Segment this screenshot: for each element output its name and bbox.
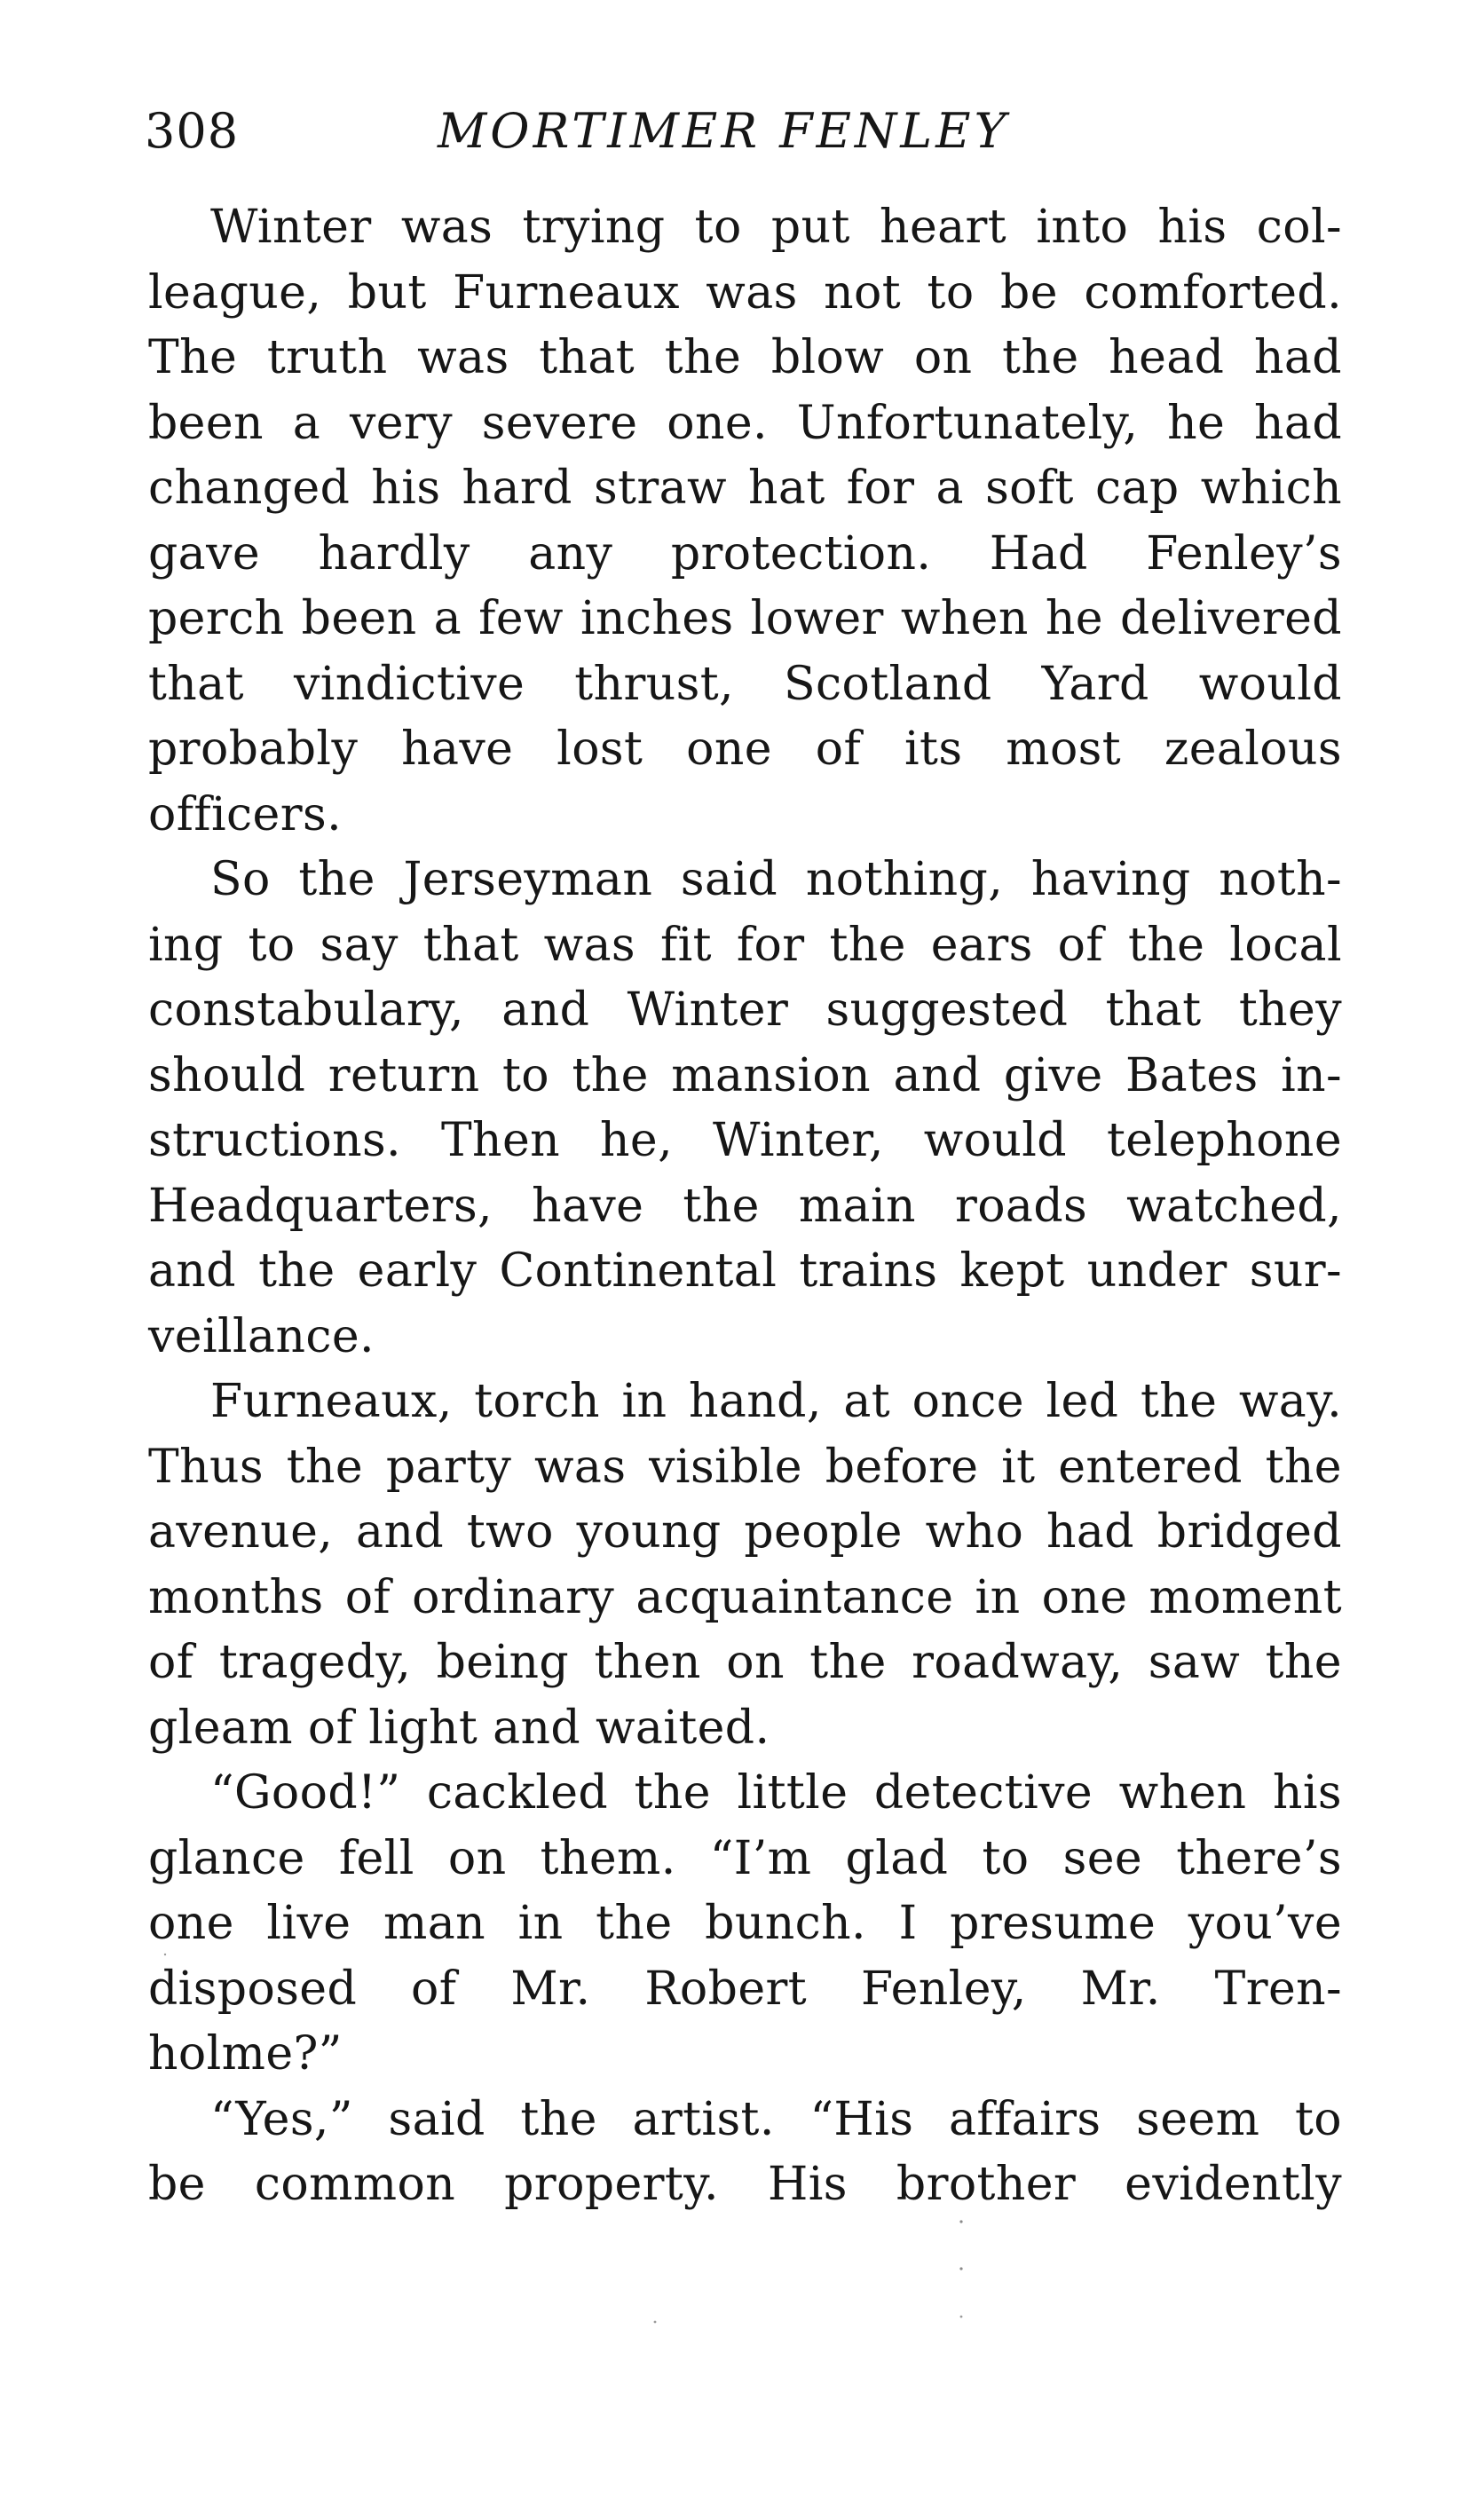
text-line: disposed of Mr. Robert Fenley, Mr. Tren- (148, 1962, 1342, 2016)
text-line: of tragedy, being then on the roadway, saw the (148, 1636, 1342, 1689)
text-line: holme?” (148, 2027, 343, 2081)
page-number: 308 (145, 103, 240, 159)
text-line: gave hardly any protection. Had Fenley’s (148, 526, 1342, 580)
text-line: The truth was that the blow on the head had (148, 331, 1342, 384)
text-line: months of ordinary acquaintance in one moment (148, 1570, 1342, 1624)
text-line: be common property. His brother evidently (148, 2158, 1342, 2211)
text-line: avenue, and two young people who had bridged (148, 1505, 1342, 1559)
text-line: ing to say that was fit for the ears of the local (148, 918, 1342, 972)
ink-speck (654, 2321, 657, 2324)
ink-speck (164, 1954, 166, 1955)
ink-speck (959, 2220, 962, 2223)
text-line: and the early Continental trains kept under sur- (148, 1244, 1342, 1298)
text-line: changed his hard straw hat for a soft cap which (148, 462, 1342, 515)
running-title: MORTIMER FENLEY (438, 103, 1010, 159)
text-line: been a very severe one. Unfortunately, he had (148, 396, 1342, 450)
text-line: probably have lost one of its most zealous (148, 723, 1342, 776)
text-line: Furneaux, torch in hand, at once led the way. (210, 1375, 1342, 1428)
text-line: Thus the party was visible before it entered the (148, 1440, 1342, 1494)
text-line: So the Jerseyman said nothing, having noth- (210, 853, 1342, 906)
text-line: league, but Furneaux was not to be comforted. (148, 265, 1342, 320)
text-line: should return to the mansion and give Bates in- (148, 1048, 1342, 1102)
text-line: constabulary, and Winter suggested that they (148, 983, 1342, 1037)
text-line: glance fell on them. “I’m glad to see there’s (148, 1831, 1342, 1885)
text-line: Headquarters, have the main roads watched, (148, 1179, 1342, 1233)
ink-speck (959, 2267, 962, 2270)
ink-speck (960, 2316, 963, 2318)
text-line: officers. (148, 787, 342, 841)
text-line: “Yes,” said the artist. “His affairs seem to (210, 2092, 1342, 2146)
text-line: perch been a few inches lower when he delivered (148, 592, 1342, 645)
text-line: veillance. (148, 1309, 375, 1363)
text-line: Winter was trying to put heart into his col- (210, 201, 1342, 254)
text-line: “Good!” cackled the little detective when his (210, 1766, 1342, 1820)
text-line: structions. Then he, Winter, would telephone (148, 1114, 1342, 1167)
text-line: that vindictive thrust, Scotland Yard would (148, 657, 1342, 711)
text-line: one live man in the bunch. I presume you’ve (148, 1897, 1342, 1950)
text-line: gleam of light and waited. (148, 1701, 770, 1755)
